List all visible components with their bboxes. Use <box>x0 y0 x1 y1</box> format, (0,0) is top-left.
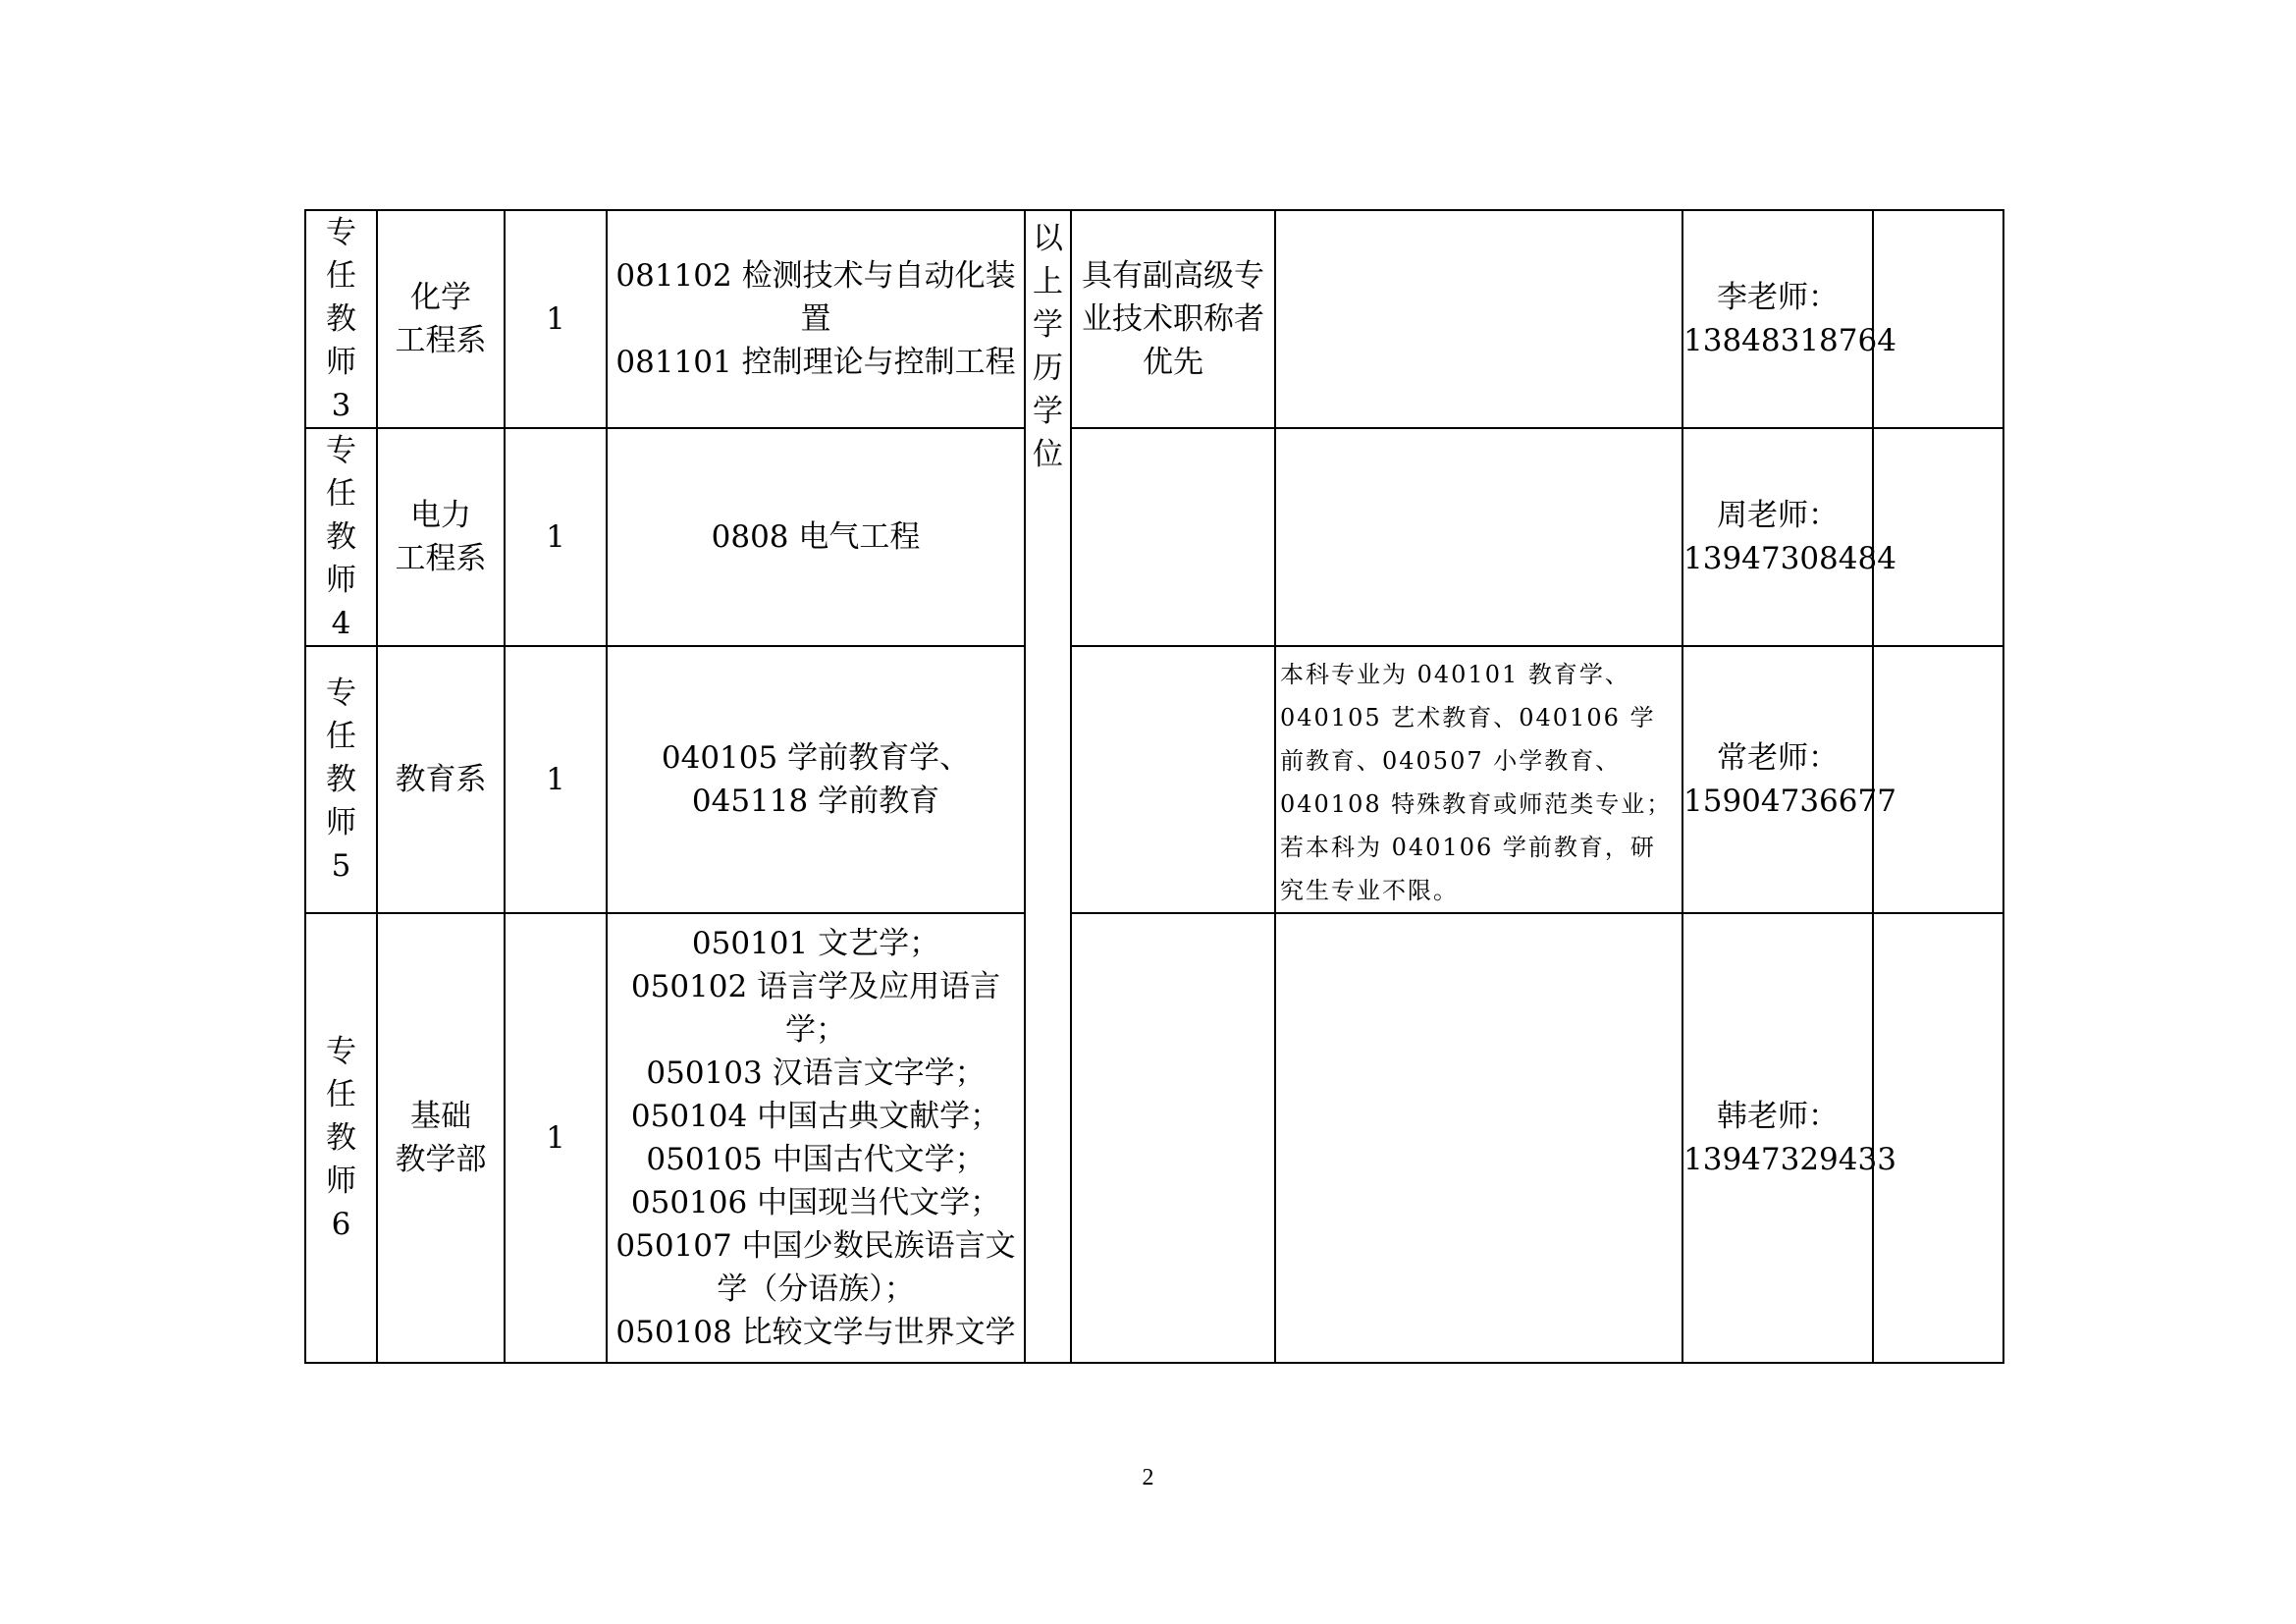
contact-cell: 周老师： 13947308484 <box>1682 428 1873 646</box>
position-cell: 专 任 教 师 3 <box>305 210 377 428</box>
table-row <box>305 428 2003 646</box>
table-row <box>305 646 2003 913</box>
department-cell: 基础 教学部 <box>377 913 505 1363</box>
department-cell: 教育系 <box>377 646 505 913</box>
remark-cell <box>1873 210 2003 428</box>
position-cell: 专 任 教 师 5 <box>305 646 377 913</box>
major-cell: 050101 文艺学； 050102 语言学及应用语言 学； 050103 汉语言文字学； 050104 中国古典文献学； 050105 中国古代文学； 050106 中国现当代文学； 050107 中国少数民族语言文 学（分语族）； 050108 比较文学与世界文学 <box>607 913 1025 1363</box>
count-cell: 1 <box>505 210 607 428</box>
other-requirement-cell <box>1071 428 1275 646</box>
contact-cell: 韩老师： 13947329433 <box>1682 913 1873 1363</box>
notes-cell <box>1275 428 1682 646</box>
notes-cell <box>1275 210 1682 428</box>
count-cell: 1 <box>505 913 607 1363</box>
contact-cell: 常老师： 15904736677 <box>1682 646 1873 913</box>
page-number: 2 <box>1142 1465 1154 1490</box>
department-cell: 化学 工程系 <box>377 210 505 428</box>
department-cell: 电力 工程系 <box>377 428 505 646</box>
major-cell: 081102 检测技术与自动化装 置 081101 控制理论与控制工程 <box>607 210 1025 428</box>
count-cell: 1 <box>505 428 607 646</box>
other-requirement-cell <box>1071 913 1275 1363</box>
other-requirement-cell: 具有副高级专 业技术职称者 优先 <box>1071 210 1275 428</box>
major-cell: 040105 学前教育学、 045118 学前教育 <box>607 646 1025 913</box>
table-row <box>305 913 2003 1363</box>
remark-cell <box>1873 646 2003 913</box>
major-cell: 0808 电气工程 <box>607 428 1025 646</box>
table-row <box>305 210 2003 428</box>
degree-cell: 以 上 学 历 学 位 <box>1025 210 1071 1363</box>
position-cell: 专 任 教 师 4 <box>305 428 377 646</box>
contact-cell: 李老师： 13848318764 <box>1682 210 1873 428</box>
remark-cell <box>1873 913 2003 1363</box>
notes-cell: 本科专业为 040101 教育学、040105 艺术教育、040106 学前教育、040507 小学教育、040108 特殊教育或师范类专业；若本科为 040106 学前教育，研究生专业不限。 <box>1275 646 1682 913</box>
remark-cell <box>1873 428 2003 646</box>
recruitment-table <box>304 209 2004 1364</box>
position-cell: 专 任 教 师 6 <box>305 913 377 1363</box>
other-requirement-cell <box>1071 646 1275 913</box>
count-cell: 1 <box>505 646 607 913</box>
notes-cell <box>1275 913 1682 1363</box>
